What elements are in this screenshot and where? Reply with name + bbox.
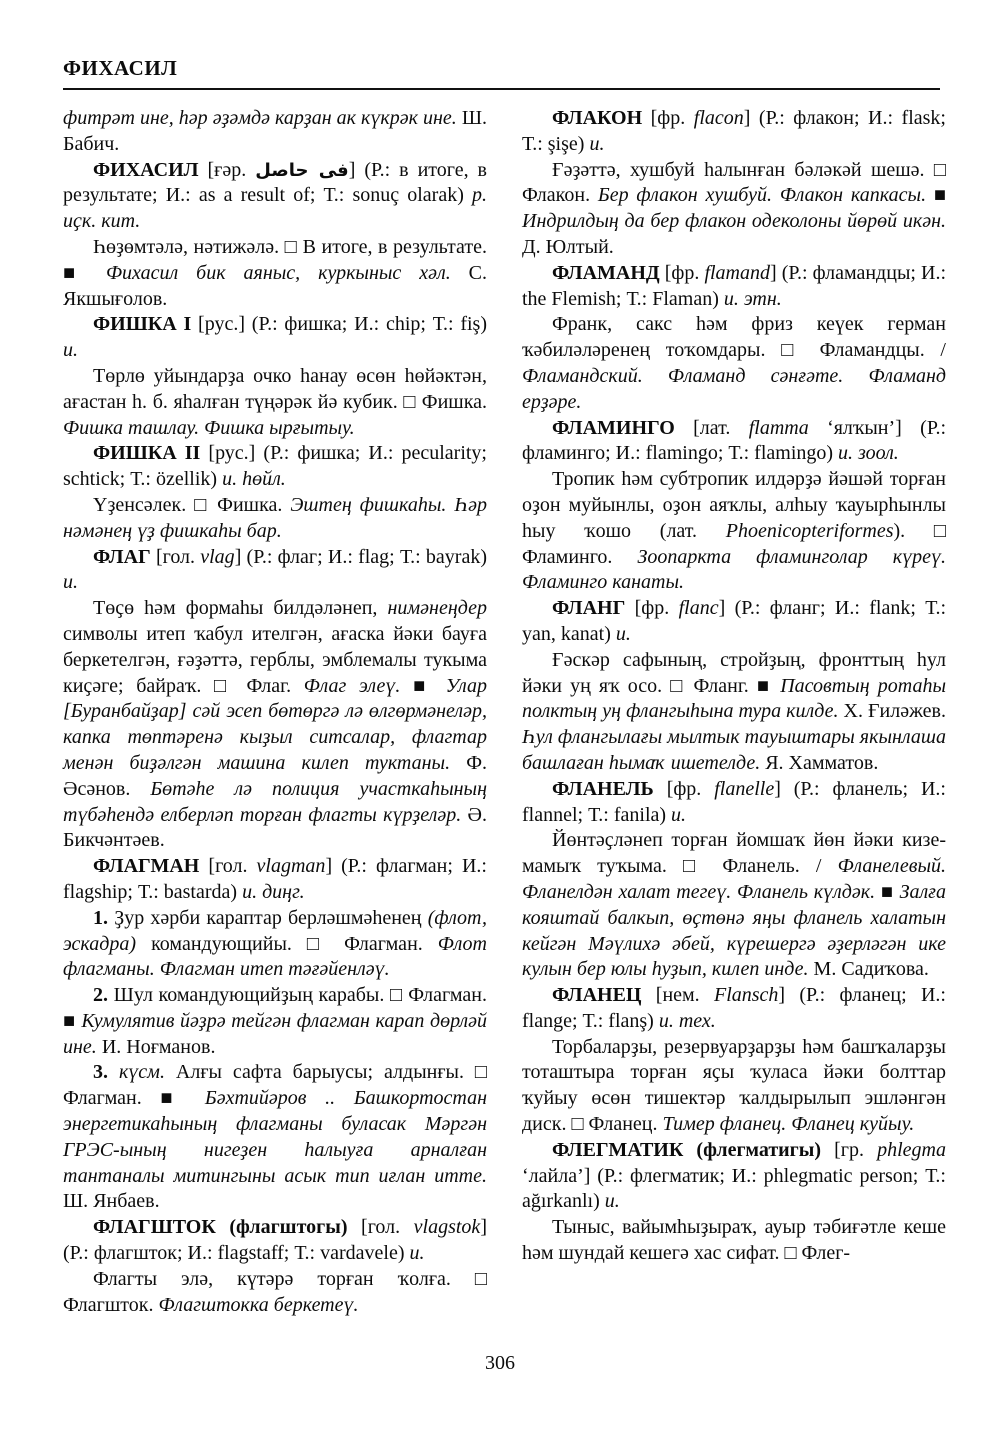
entry-paragraph (63, 364, 487, 441)
text-run: [рус.] (Р.: фишка; И.: chip; Т.: fiş) (198, 313, 487, 336)
text-run: ] (Р.: флагшток; И.: flagstaff; Т.: vardavele) (63, 1216, 487, 1265)
text-run: Тыныс, вайымһыҙыраҡ, ауыр тәбиғәтле кеше һәм шундай кешегә хас сифат. □ Флег- (522, 1216, 946, 1265)
text-run: ФИШКА II (93, 442, 209, 465)
text-run: Ш. Бабич. (63, 107, 487, 155)
text-run: Шул командующийҙың карабы. □ Флагман. ■ (63, 984, 488, 1032)
entry-paragraph (63, 906, 487, 983)
text-run: Ф. Әсәнов. (63, 751, 487, 800)
text-run: [ғәр. (207, 158, 256, 181)
text-run: vlag (200, 545, 235, 568)
entry-paragraph (522, 648, 946, 777)
text-run: 3. (93, 1061, 119, 1084)
text-run: Флот флагманы. Флагман итеп тәғәйенләү. (63, 932, 487, 981)
entry-paragraph (522, 312, 946, 415)
text-run: vlagstok (413, 1216, 481, 1239)
text-run: нимәнеңдер (387, 597, 487, 620)
entry-paragraph (63, 493, 487, 545)
text-run: flacon (693, 107, 744, 129)
text-run: р. иҫк. кит. (63, 184, 487, 233)
text-run: [гр. (834, 1138, 878, 1161)
text-run: Phoenicopteriformes (725, 519, 894, 542)
text-run: Я. Хамматов. (765, 751, 879, 774)
text-run: Зоопаркта фламинголар күреү. Фламинго канаты. (522, 545, 946, 594)
text-run: Төрлө уйындарҙа очко һанау өсөн һөйәктән, ағастан һ. б. яһалған түңәрәк йә кубик. □ Фишка. (63, 364, 487, 413)
page-number: 306 (485, 1352, 515, 1374)
text-run: ] (Р.: фланг; И.: flank; Т.: yan, kanat) (522, 597, 946, 645)
text-run: Төҫө һәм формаһы билдәләнеп, (93, 597, 388, 620)
text-run: Фишка ташлау. Фишка ырғытыу. (63, 416, 355, 439)
entry-paragraph (522, 467, 946, 596)
text-columns (63, 106, 946, 1318)
text-run: Улар [Буранбайҙар] сәй эсеп бөтөргә лә өлгөрмәнеләр, капка төптәренә кыҙыл ситсалар, флагтар менән биҙәлгән машина килеп туктаны. (63, 674, 487, 774)
entry-paragraph (522, 777, 946, 829)
text-run: Һул флангылағы мылтык тауыштары якынлаша башлаған һымаҡ ишетелде. (522, 726, 946, 774)
left-column (63, 106, 487, 1318)
text-run: [фр. (650, 107, 694, 129)
text-run: [рус.] (Р.: фишка; И.: pecularity; schtick; Т.: özellik) (63, 442, 487, 491)
text-run: Франк, сакс һәм фриз кеүек герман ҡәбиләләренең тоҡомдары. □ Фламандцы. / (522, 313, 946, 362)
entry-paragraph (522, 828, 946, 983)
text-run: Һөҙөмтәлә, нәтижәлә. □ В итоге, в результате. ■ (63, 235, 487, 284)
entry-paragraph (522, 1035, 946, 1138)
text-run: и. диңг. (242, 880, 305, 903)
text-run: С. Якшығолов. (63, 261, 487, 310)
text-run: Ш. Янбаев. (63, 1190, 160, 1213)
text-run: Индрилдың да бер флакон одеколоны йөрөй икән. (522, 210, 946, 233)
text-run: Ғәҙәттә, хушбуй һалынған бәләкәй шешә. □ Флакон. (522, 158, 946, 207)
text-run: и. этн. (723, 287, 782, 310)
text-run: символы итеп ҡабул ителгән, ағаска йәки бауға беркетелгән, ғәҙәттә, герблы, эмблемалы тукыма киҫәге; байраҡ. □ Флаг. (63, 622, 487, 697)
text-run: Flansch (713, 984, 779, 1007)
text-run: [гол. (361, 1216, 414, 1239)
text-run: phlegma (877, 1138, 946, 1161)
text-run: Д. Юлтый. (522, 235, 614, 258)
text-run: Тимер фланец. Фланец куйыу. (662, 1113, 915, 1136)
text-run: flanelle (714, 777, 775, 800)
text-run: Пасовтың ротаһы полктың уң флангыһына тура килде. (522, 674, 946, 723)
text-run: 1. (93, 906, 115, 929)
text-run: ФИШКА I (93, 313, 199, 336)
text-run: командующийы. □ Флагман. (151, 932, 438, 955)
text-run: ФЛАГ (93, 545, 156, 568)
text-run: ] (Р.: флакон; И.: flask; Т.: şişe) (522, 107, 946, 155)
text-run: [фр. (664, 261, 705, 284)
text-run: ] (Р.: в итоге, в результате; И.: as a result of; Т.: sonuç olarak) (63, 158, 487, 207)
entry-paragraph (63, 596, 487, 854)
text-run: И. Ноғманов. (101, 1035, 216, 1058)
text-run: [лат. (693, 416, 749, 439)
text-run: ] (Р.: фланель; И.: flannel; Т.: fanila) (522, 777, 946, 826)
text-run: ■ (413, 674, 446, 697)
text-run: ). □ Фламинго. (522, 519, 946, 568)
entry-paragraph (63, 545, 487, 597)
text-run: Бәхтийәров .. Башкортостан энергетикаһының флагманы буласак Мәргән ГРЭС-ының нигеҙен һалыуға арналған тантаналы митингыны асык тип иғлан итте. (63, 1087, 487, 1187)
text-run: Алғы сафта барыусы; алдынғы. □ Флагман. ■ (63, 1061, 488, 1110)
text-run: [фр. (634, 597, 679, 620)
text-run: ФЛАНЕЦ (552, 984, 656, 1007)
entry-paragraph (63, 983, 487, 1060)
text-run: и. (671, 803, 687, 826)
text-run: Үҙенсәлек. □ Фишка. (93, 493, 291, 516)
text-run: flamma (748, 416, 828, 439)
text-run: Флаг элеү. (303, 674, 414, 697)
text-run: ‘ялҡын’] (Р.: фламинго; И.: flamingo; Т.: flamingo) (522, 416, 947, 465)
entry-paragraph (522, 261, 946, 313)
text-run: ФИХАСИЛ (93, 158, 208, 181)
running-head: ФИХАСИЛ (63, 56, 178, 80)
text-run: ‘лайла’] (Р.: флегматик; И.: phlegmatic person; Т.: ağırkanlı) (522, 1164, 946, 1213)
text-run: ФЛАГМАН (93, 855, 209, 878)
right-column (522, 106, 946, 1318)
text-run: ■ (933, 184, 946, 207)
text-run: ФЛАМИНГО (552, 416, 694, 439)
text-run: [гол. (155, 545, 201, 568)
text-run: Ә. Бикчәнтәев. (63, 803, 487, 852)
text-run: и. (604, 1190, 620, 1213)
text-run: Эштең фишкаһы. Һәр нәмәнең үҙ фишкаһы бар. (63, 493, 487, 542)
text-run: ФЛАНГ (552, 597, 635, 620)
text-run: Кумулятив йәҙрә тейгән флагман карап дөрләй ине. (63, 1009, 487, 1058)
header-rule (63, 88, 940, 90)
entry-paragraph (522, 158, 946, 261)
text-run: и. (63, 339, 78, 362)
text-run: Йөнтәҫләнеп торған йомшаҡ йөн йәки кизе-мамыҡ туҡыма. □ Фланель. / (522, 829, 946, 878)
text-run: и. зоол. (838, 442, 899, 465)
entry-paragraph (63, 1215, 487, 1267)
text-run: flanc (678, 597, 719, 620)
text-run: и. һөйл. (222, 468, 286, 491)
entry-paragraph (522, 1138, 946, 1215)
text-run: Бөтәһе лә полиция участкаһының түбәһендә елберләп торған флагты күрҙеләр. (63, 777, 488, 826)
text-run: Ғәскәр сафының, стройҙың, фронттың һул йәки уң яҡ осо. □ Фланг. ■ (522, 648, 946, 697)
text-run: М. Садиҡова. (813, 958, 929, 981)
text-run: ] (Р.: фламандцы; И.: the Flemish; Т.: Flaman) (522, 261, 947, 310)
text-run: Флагты элә, күтәрә торған ҡолға. □ Флагшток. (63, 1267, 487, 1316)
text-run: фитрәт ине, һәр әҙәмдә карҙан ак күкрәк ине. (63, 107, 462, 129)
entry-paragraph (63, 235, 487, 312)
text-run: Залға кояштай балкып, өҫтөнә яңы фланель халатын кейгән Мәүлихә әбей, күрешергә әҙерләгән ике кулын бер юлы һуҙып, килеп инде. (522, 880, 946, 981)
text-run: Фламандский. Фламанд сәнғәте. Фламанд ерҙәре. (522, 364, 946, 413)
text-run: и. (589, 132, 605, 155)
text-run: (флот, эскадра) (63, 906, 487, 955)
text-run: Фихасил бик аяныс, куркыныс хәл. (105, 261, 469, 284)
entry-paragraph (63, 1060, 487, 1215)
text-run: и. (615, 622, 631, 645)
text-run: ФЛАКОН (552, 107, 651, 129)
text-run: ] (Р.: флагман; И.: flagship; Т.: bastarda) (63, 855, 487, 903)
entry-paragraph (63, 1267, 487, 1319)
entry-paragraph (63, 106, 487, 158)
entry-paragraph (522, 416, 946, 468)
text-run: Флагштокка беркетеү. (158, 1293, 359, 1316)
entry-paragraph (63, 441, 487, 493)
entry-paragraph (522, 983, 946, 1035)
text-run: [фр. (666, 777, 715, 800)
text-run: [нем. (655, 984, 714, 1007)
text-run: ФЛЕГМАТИК (флегматигы) (552, 1138, 835, 1161)
entry-paragraph (63, 158, 487, 235)
text-run: Х. Ғиләжев. (843, 700, 946, 723)
text-run: ФЛАНЕЛЬ (552, 777, 667, 800)
text-run: ■ (880, 880, 900, 903)
entry-paragraph (522, 1215, 946, 1267)
text-run: 2. (93, 984, 114, 1007)
entry-paragraph (522, 596, 946, 648)
text-run: Тропик һәм субтропик илдәрҙә йәшәй торған оҙон муйынлы, оҙон аяҡлы, алһыу ҡауырһынлы һыу ҡошо (лат. (522, 468, 946, 542)
text-run: ФЛАМАНД (552, 261, 665, 284)
text-run: ] (Р.: флаг; И.: flag; Т.: bayrak) (234, 545, 487, 568)
entry-paragraph (63, 312, 487, 364)
text-run: Торбаларҙы, резервуарҙарҙы һәм башҡаларҙы тоташтыра торған яҫы ҡуласа йәки болттар ҡуйыу өсөн тишектәр ҡалдырылып эшләнгән диск. □ Фланец. (522, 1035, 946, 1136)
text-run: и. тех. (658, 1009, 716, 1032)
text-run: Фланелевый. Фланелдән халат тегеү. Фланель күлдәк. (522, 855, 946, 903)
text-run: Ҙур хәрби караптар берләшмәһенең (114, 906, 428, 929)
text-run: Бер флакон хушбуй. Флакон капкасы. (597, 184, 934, 207)
text-run: ФЛАГШТОК (флагштогы) (93, 1216, 362, 1239)
entry-paragraph (63, 854, 487, 906)
text-run: flamand (704, 261, 770, 284)
text-run: vlagman (256, 855, 326, 878)
text-run: күсм. (118, 1061, 176, 1084)
text-run: [гол. (208, 855, 257, 878)
text-run: فى حاصل (255, 159, 349, 181)
text-run: и. (63, 571, 78, 594)
page-header (63, 56, 946, 90)
text-run: ] (Р.: фланец; И.: flange; Т.: flanş) (522, 984, 946, 1032)
text-run: и. (409, 1242, 425, 1265)
entry-paragraph (522, 106, 946, 158)
